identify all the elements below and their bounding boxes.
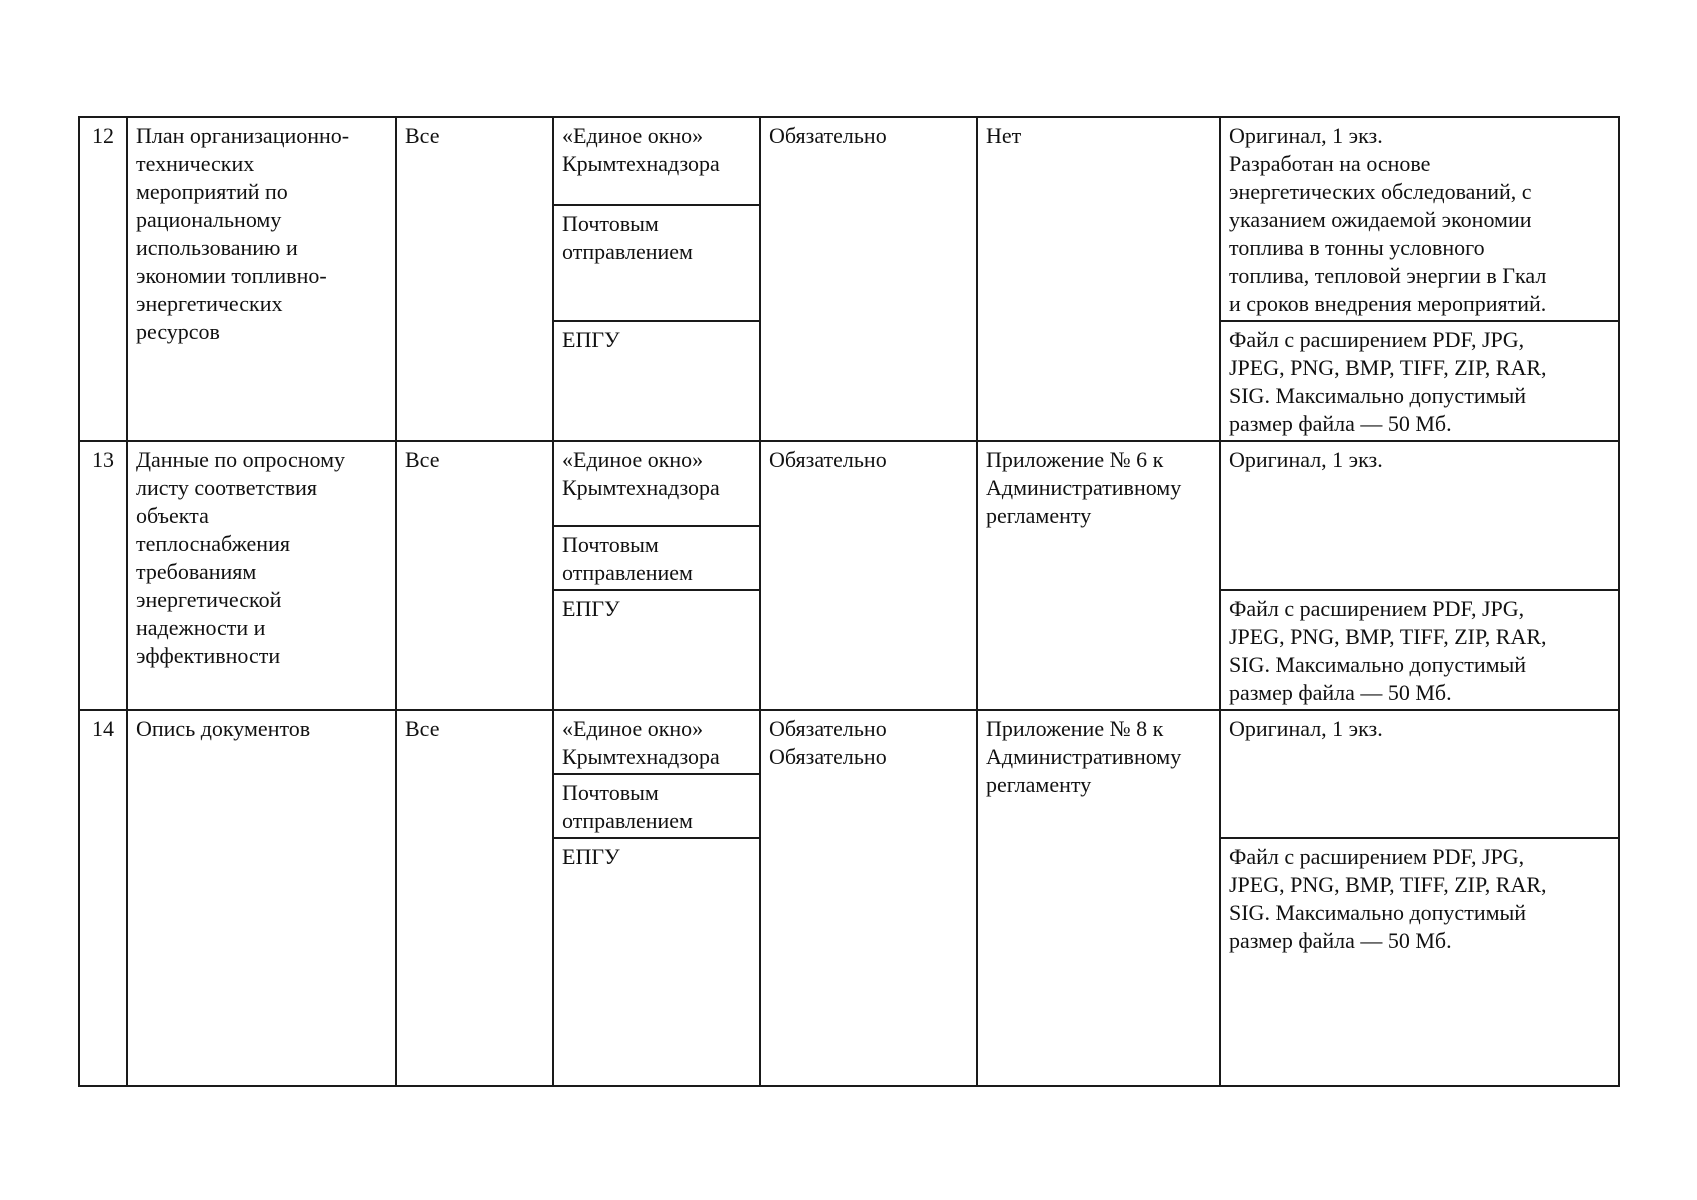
form-paper-cell: Оригинал, 1 экз. [1220, 441, 1619, 590]
document-name: План организационно- технических мероприятий по рациональному использованию и экономии топливно- энергетических ресурсов [127, 117, 396, 441]
channel-post: Почтовым отправлением [553, 205, 760, 321]
requirement-cell: Обязательно Обязательно [760, 710, 977, 1086]
row-number: 12 [79, 117, 127, 441]
channel-post: Почтовым отправлением [553, 774, 760, 838]
document-name: Данные по опросному листу соответствия объекта теплоснабжения требованиям энергетической надежности и эффективности [127, 441, 396, 710]
channel-single-window: «Единое окно» Крымтехнадзора [553, 441, 760, 526]
table-row [79, 710, 1619, 774]
form-electronic-cell: Файл с расширением PDF, JPG, JPEG, PNG, BMP, TIFF, ZIP, RAR, SIG. Максимально допустимый размер файла — 50 Мб. [1220, 590, 1619, 710]
table-row [79, 441, 1619, 526]
form-paper-cell: Оригинал, 1 экз. Разработан на основе энергетических обследований, с указанием ожидаемой экономии топлива в тонны условного топлива, тепловой энергии в Гкал и сроков внедрения мероприятий. [1220, 117, 1619, 321]
document-name: Опись документов [127, 710, 396, 1086]
row-number: 14 [79, 710, 127, 1086]
channel-epgu: ЕПГУ [553, 321, 760, 441]
form-electronic-cell: Файл с расширением PDF, JPG, JPEG, PNG, BMP, TIFF, ZIP, RAR, SIG. Максимально допустимый размер файла — 50 Мб. [1220, 321, 1619, 441]
applicants-cell: Все [396, 441, 553, 710]
applicants-cell: Все [396, 117, 553, 441]
form-electronic-cell: Файл с расширением PDF, JPG, JPEG, PNG, BMP, TIFF, ZIP, RAR, SIG. Максимально допустимый размер файла — 50 Мб. [1220, 838, 1619, 1086]
form-paper-cell: Оригинал, 1 экз. [1220, 710, 1619, 838]
template-cell: Нет [977, 117, 1220, 441]
channel-post: Почтовым отправлением [553, 526, 760, 590]
applicants-cell: Все [396, 710, 553, 1086]
row-number: 13 [79, 441, 127, 710]
requirement-cell: Обязательно [760, 441, 977, 710]
template-cell: Приложение № 6 к Административному регламенту [977, 441, 1220, 710]
channel-epgu: ЕПГУ [553, 590, 760, 710]
template-cell: Приложение № 8 к Административному регламенту [977, 710, 1220, 1086]
table-row [79, 117, 1619, 205]
channel-single-window: «Единое окно» Крымтехнадзора [553, 710, 760, 774]
documents-table [78, 116, 1620, 1087]
channel-single-window: «Единое окно» Крымтехнадзора [553, 117, 760, 205]
channel-epgu: ЕПГУ [553, 838, 760, 1086]
requirement-cell: Обязательно [760, 117, 977, 441]
